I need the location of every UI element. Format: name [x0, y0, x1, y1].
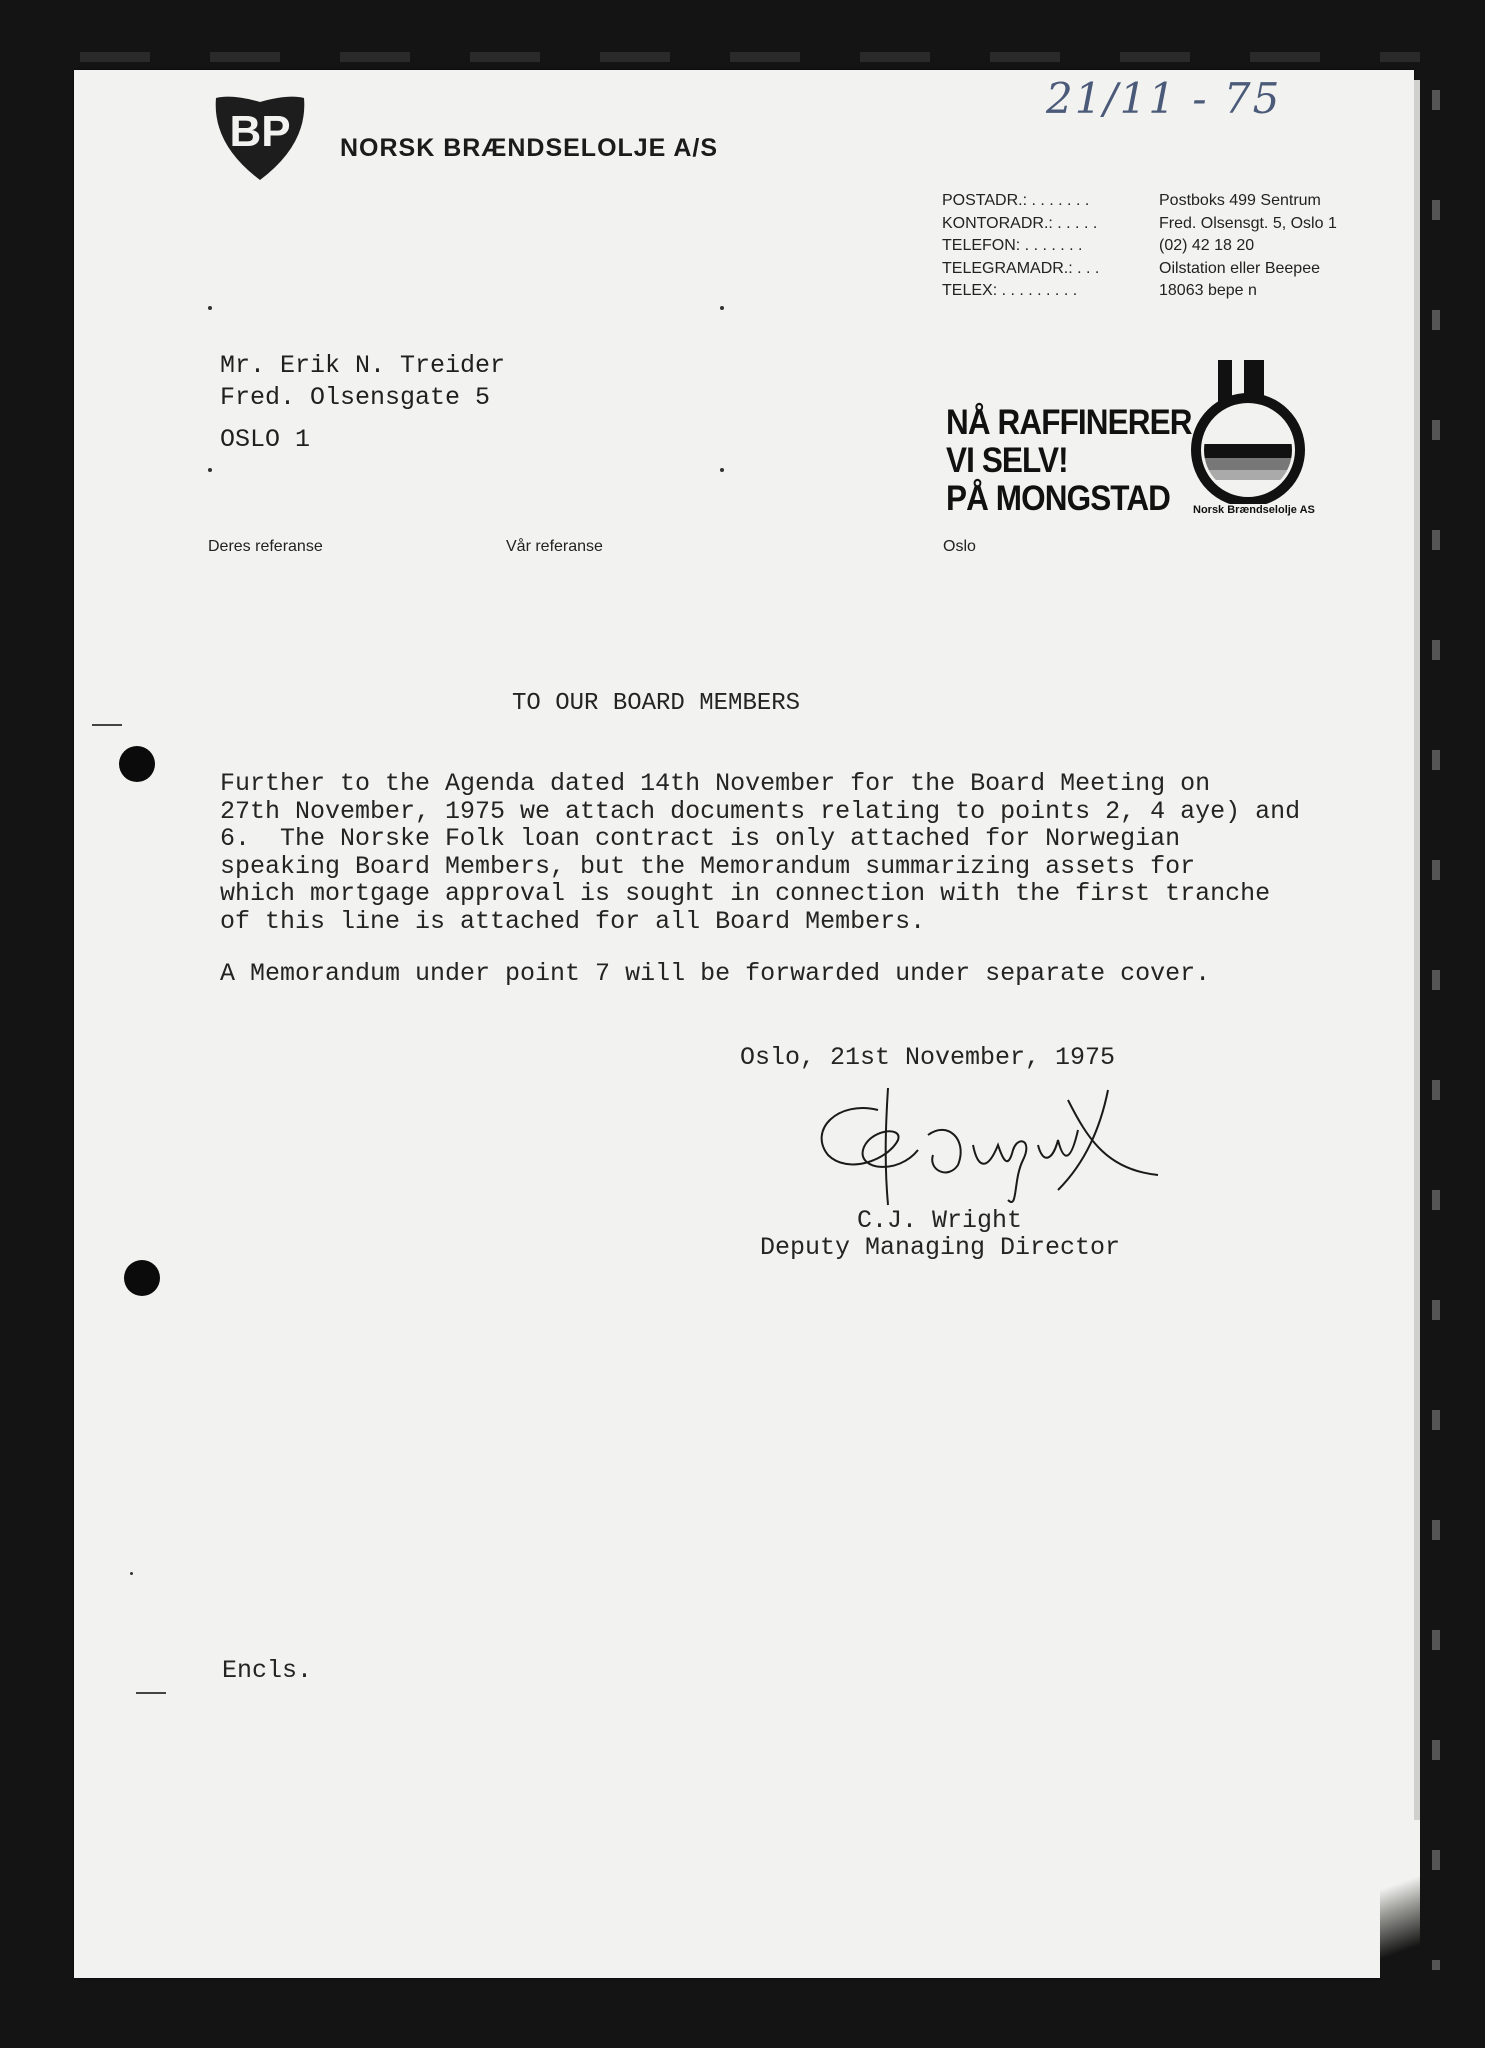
bp-logo-icon [212, 94, 308, 182]
signer-name: C.J. Wright [857, 1206, 1023, 1235]
contact-label: KONTORADR.: . . . . . [942, 214, 1098, 232]
our-reference-label: Vår referanse [506, 538, 603, 555]
body-paragraph [220, 770, 1390, 935]
contact-label: TELEGRAMADR.: . . . [942, 259, 1100, 277]
contact-label: POSTADR.: . . . . . . . [942, 192, 1090, 209]
letter-heading: TO OUR BOARD MEMBERS [512, 690, 801, 717]
window-mark [208, 306, 212, 310]
contact-block [942, 190, 1337, 303]
contact-value: 18063 bepe n [1159, 282, 1257, 299]
window-mark [720, 468, 724, 472]
punch-hole-top [119, 746, 155, 782]
contact-row [942, 213, 1337, 236]
recipient-name: Mr. Erik N. Treider [220, 351, 506, 380]
their-reference-label: Deres referanse [208, 538, 323, 555]
contact-row [942, 190, 1337, 213]
company-name: NORSK BRÆNDSELOLJE A/S [340, 134, 719, 162]
recipient-street: Fred. Olsensgate 5 [220, 383, 491, 412]
contact-label: TELEX: . . . . . . . . . [942, 282, 1078, 299]
ad-company: Norsk Brændselolje AS [1193, 504, 1315, 516]
closing-date: Oslo, 21st November, 1975 [740, 1043, 1116, 1072]
contact-value: Fred. Olsensgt. 5, Oslo 1 [1159, 214, 1337, 232]
scan-top-edge [80, 52, 1420, 62]
signature [808, 1080, 1168, 1210]
ad-slogan [946, 404, 1192, 518]
body-line: speaking Board Members, but the Memorandum summarizing assets for [220, 851, 1196, 881]
body-line: which mortgage approval is sought in connection with the first tranche [220, 879, 1271, 908]
contact-row [942, 258, 1337, 281]
page-curl [1380, 1820, 1420, 1980]
body-line: 27th November, 1975 we attach documents relating to points 2, 4 aye) and [220, 796, 1301, 826]
recipient-address [220, 350, 505, 456]
contact-row [942, 235, 1337, 258]
contact-row [942, 280, 1337, 303]
body-line: of this line is attached for all Board Members. [220, 906, 926, 936]
ad-line: NÅ RAFFINERER [946, 403, 1192, 442]
ad-line: VI SELV! [946, 441, 1068, 480]
body-line: Further to the Agenda dated 14th November for the Board Meeting on [220, 769, 1211, 798]
page-edge [1414, 80, 1420, 1970]
contact-label: TELEFON: . . . . . . . [942, 237, 1083, 254]
contact-value: (02) 42 18 20 [1159, 237, 1255, 254]
mongstad-ad [946, 354, 1326, 524]
ad-line: PÅ MONGSTAD [946, 479, 1171, 518]
window-mark [720, 306, 724, 310]
handwritten-date: 21/11 - 75 [1046, 74, 1282, 123]
window-mark [208, 468, 212, 472]
contact-value: Postboks 499 Sentrum [1159, 192, 1321, 209]
binder-marks [1432, 90, 1440, 1970]
signer-title: Deputy Managing Director [760, 1233, 1121, 1262]
refinery-flask-icon [1186, 354, 1316, 504]
page-speck [130, 1572, 133, 1575]
place-label: Oslo [943, 538, 976, 555]
recipient-city: OSLO 1 [220, 425, 311, 454]
contact-value: Oilstation eller Beepee [1159, 259, 1320, 277]
body-paragraph: A Memorandum under point 7 will be forwarded under separate cover. [220, 959, 1211, 988]
body-line: 6. The Norske Folk loan contract is only attached for Norwegian [220, 824, 1181, 853]
svg-text:BP: BP [229, 107, 291, 156]
punch-hole-bottom [124, 1260, 160, 1296]
enclosures: Encls. [222, 1656, 313, 1685]
fold-mark [136, 1692, 166, 1694]
fold-mark [92, 724, 122, 726]
letter-body [220, 770, 1390, 1013]
